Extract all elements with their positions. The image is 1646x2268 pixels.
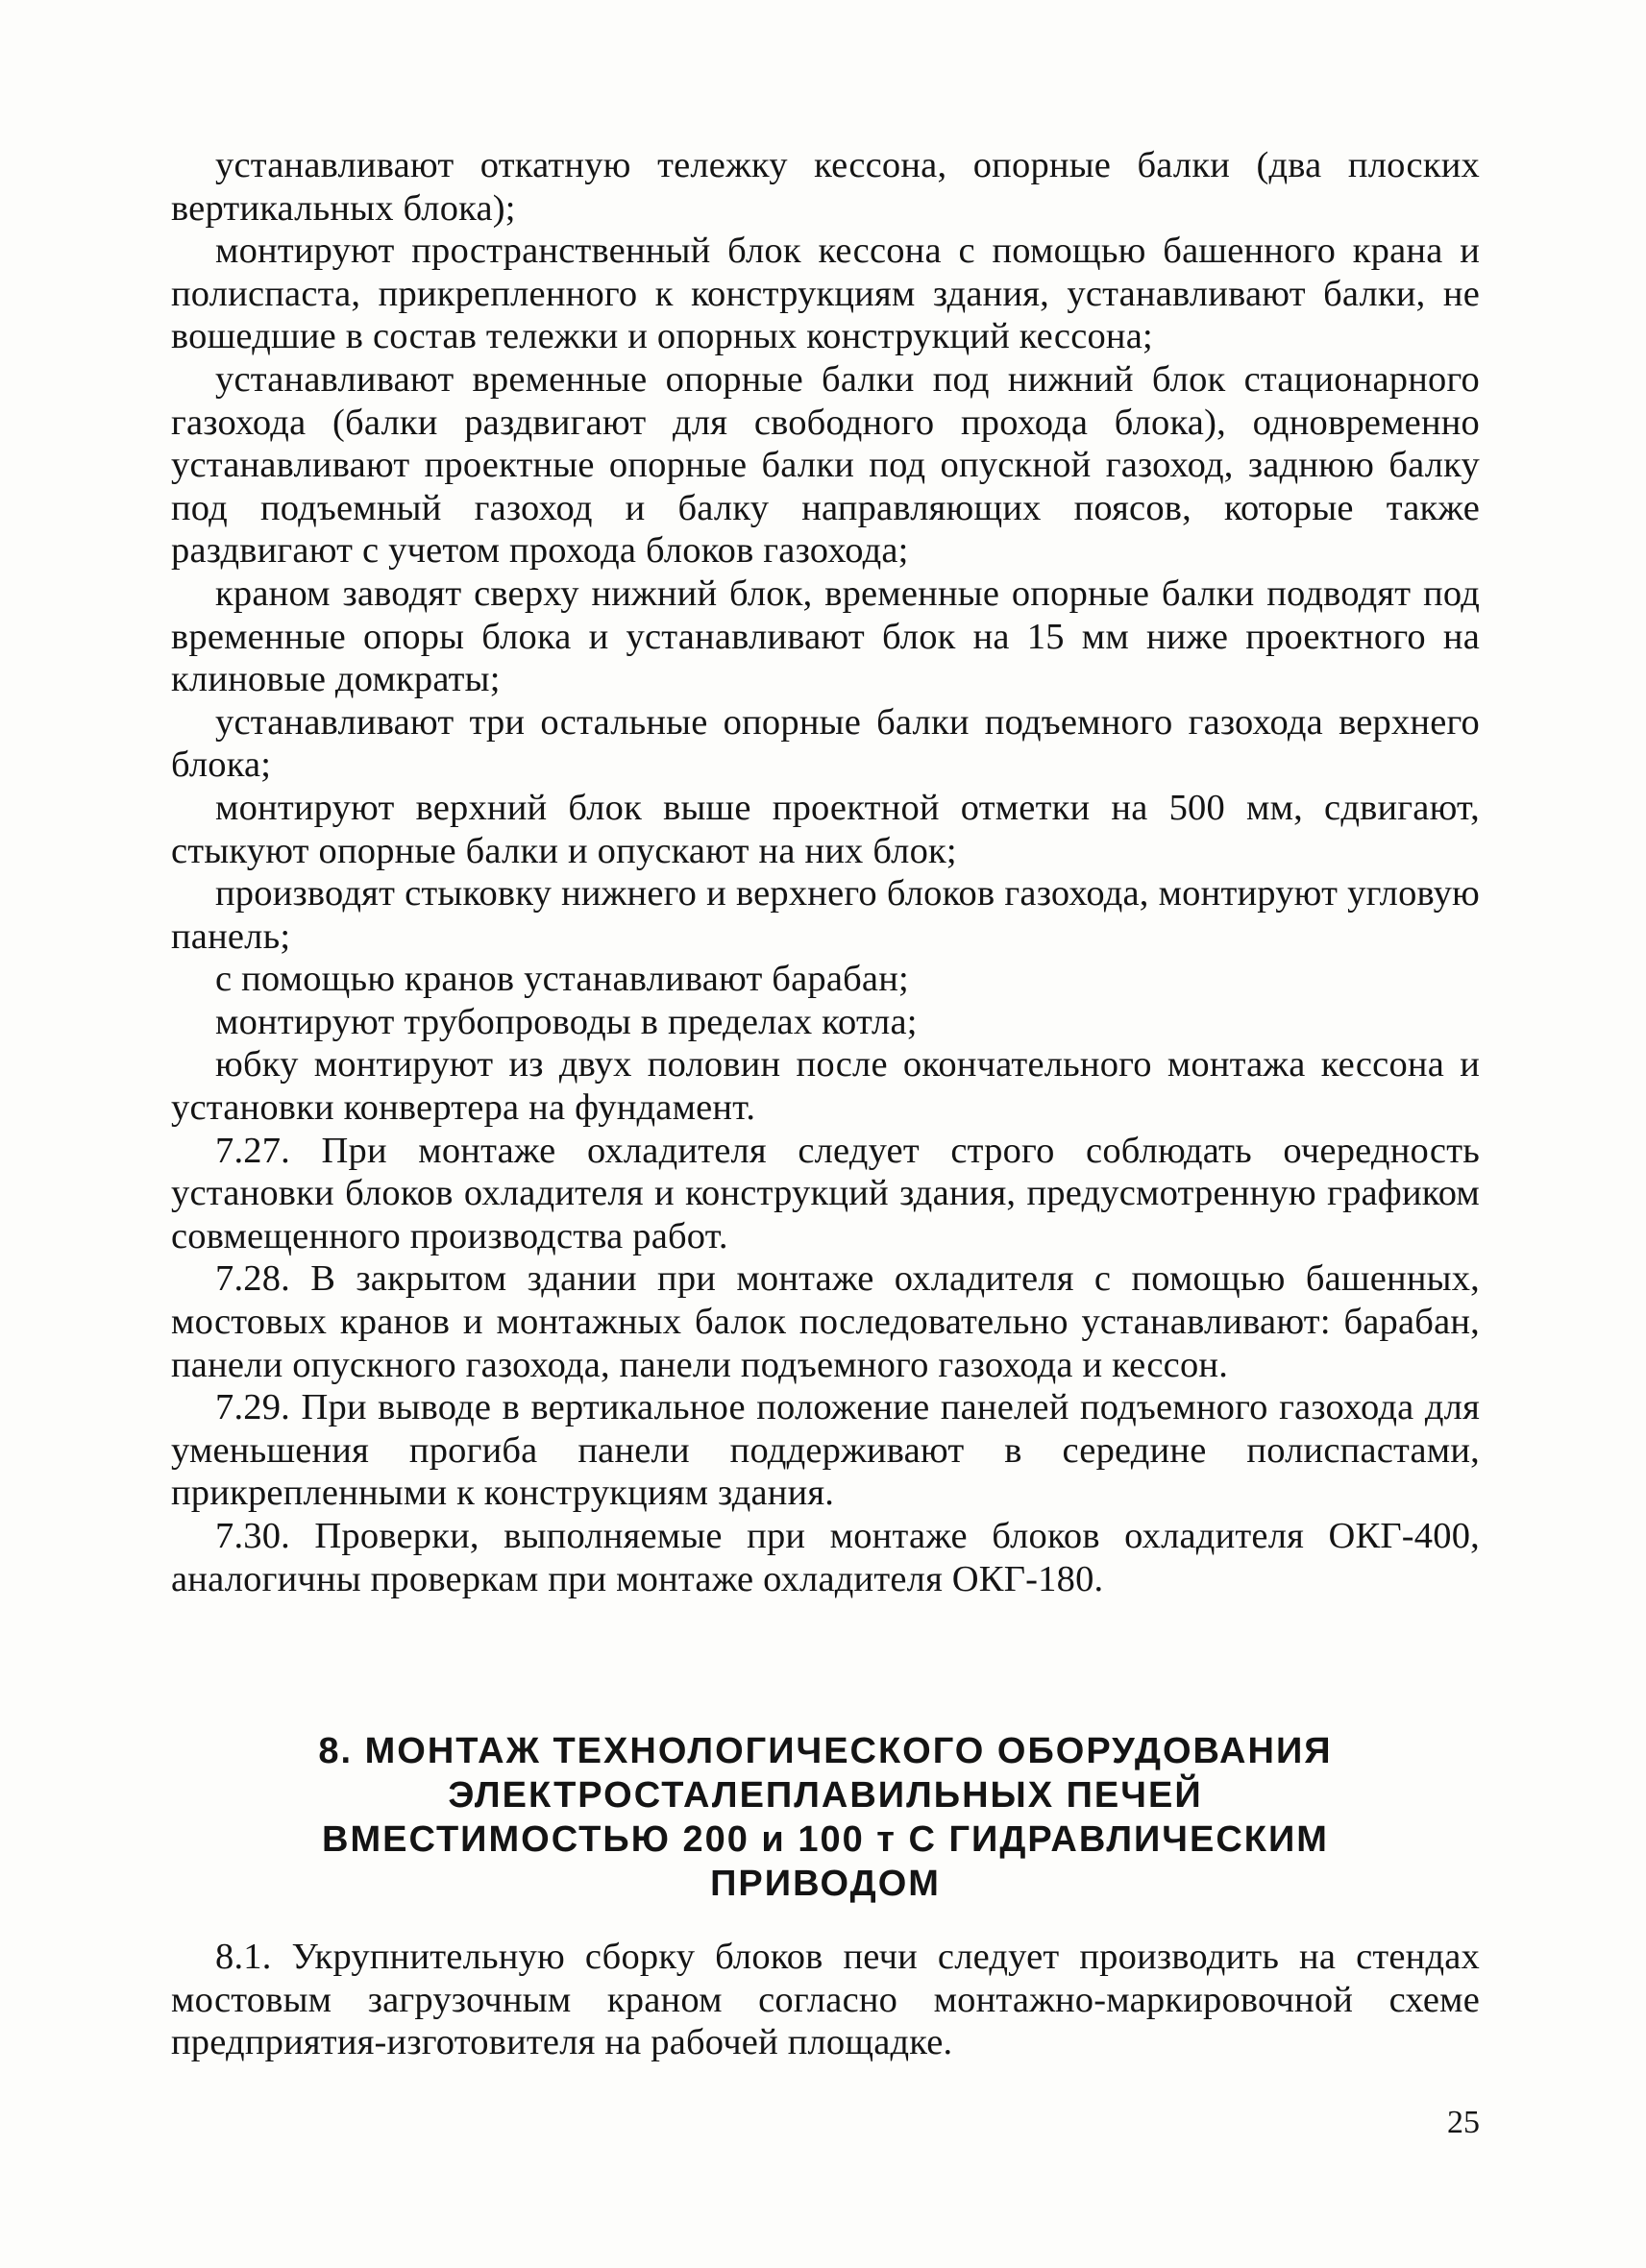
paragraph-drum: с помощью кранов устанавливают барабан; (215, 959, 909, 1000)
section-heading (171, 1729, 1480, 1906)
paragraph-trolley: устанавливают откатную тележку кессона, опорные балки (два плоских вертикальных блока); (171, 145, 1480, 229)
paragraph-upper-block: монтируют верхний блок выше проектной отметки на 500 мм, сдвигают, стыкуют опорные балки и опускают на них блок; (171, 787, 1480, 871)
paragraph-7-28: 7.28. В закрытом здании при монтаже охладителя с помощью башенных, мостовых кранов и монтажных балок последовательно устанавливают: барабан, панели опускного газохода, панели подъемного газохода и кессон. (171, 1258, 1480, 1385)
section-heading-line: ЭЛЕКТРОСТАЛЕПЛАВИЛЬНЫХ ПЕЧЕЙ (448, 1775, 1203, 1816)
body-text (171, 144, 1480, 1600)
section-heading-line: ПРИВОДОМ (710, 1864, 941, 1904)
paragraph-7-30: 7.30. Проверки, выполняемые при монтаже блоков охладителя ОКГ-400, аналогичны проверкам при монтаже охладителя ОКГ-180. (171, 1516, 1480, 1599)
paragraph-7-27: 7.27. При монтаже охладителя следует строго соблюдать очередность установки блоков охладителя и конструкций здания, предусмотренную графиком совмещенного производства работ. (171, 1130, 1480, 1256)
paragraph-8-1: 8.1. Укрупнительную сборку блоков печи следует производить на стендах мостовым загрузочным краном согласно монтажно-маркировочной схеме предприятия-изготовителя на рабочей площадке. (171, 1937, 1480, 2063)
paragraph-spatial-block: монтируют пространственный блок кессона с помощью башенного крана и полиспаста, прикрепленного к конструкциям здания, устанавливают балки, не вошедшие в состав тележки и опорных конструкций кессона; (171, 231, 1480, 357)
paragraph-lower-block: краном заводят сверху нижний блок, временные опорные балки подводят под временные опоры блока и устанавливают блок на 15 мм ниже проектного на клиновые домкраты; (171, 573, 1480, 700)
paragraph-remaining-beams: устанавливают три остальные опорные балки подъемного газохода верхнего блока; (171, 701, 1480, 786)
page-number: 25 (1447, 2105, 1480, 2140)
paragraph-pipelines: монтируют трубопроводы в пределах котла; (215, 1001, 918, 1042)
paragraph-7-29: 7.29. При выводе в вертикальное положение панелей подъемного газохода для уменьшения прогиба панели поддерживают в середине полиспастами, прикрепленными к конструкциям здания. (171, 1387, 1480, 1514)
paragraph-skirt: юбку монтируют из двух половин после окончательного монтажа кессона и установки конвертера на фундамент. (171, 1044, 1480, 1129)
paragraph-temporary-beams: устанавливают временные опорные балки под нижний блок стационарного газохода (балки раздвигают для свободного прохода блока), одновременно устанавливают проектные опорные балки под опускной газоход, заднюю балку под подъемный газоход и балку направляющих поясов, которые также раздвигают с учетом прохода блоков газохода; (171, 358, 1480, 572)
section-heading-line: ВМЕСТИМОСТЬЮ 200 и 100 т С ГИДРАВЛИЧЕСКИМ (322, 1819, 1329, 1860)
paragraph-joining: производят стыковку нижнего и верхнего блоков газохода, монтируют угловую панель; (171, 873, 1480, 957)
section-body (171, 1936, 1480, 2064)
section-heading-line: 8. МОНТАЖ ТЕХНОЛОГИЧЕСКОГО ОБОРУДОВАНИЯ (318, 1731, 1333, 1771)
